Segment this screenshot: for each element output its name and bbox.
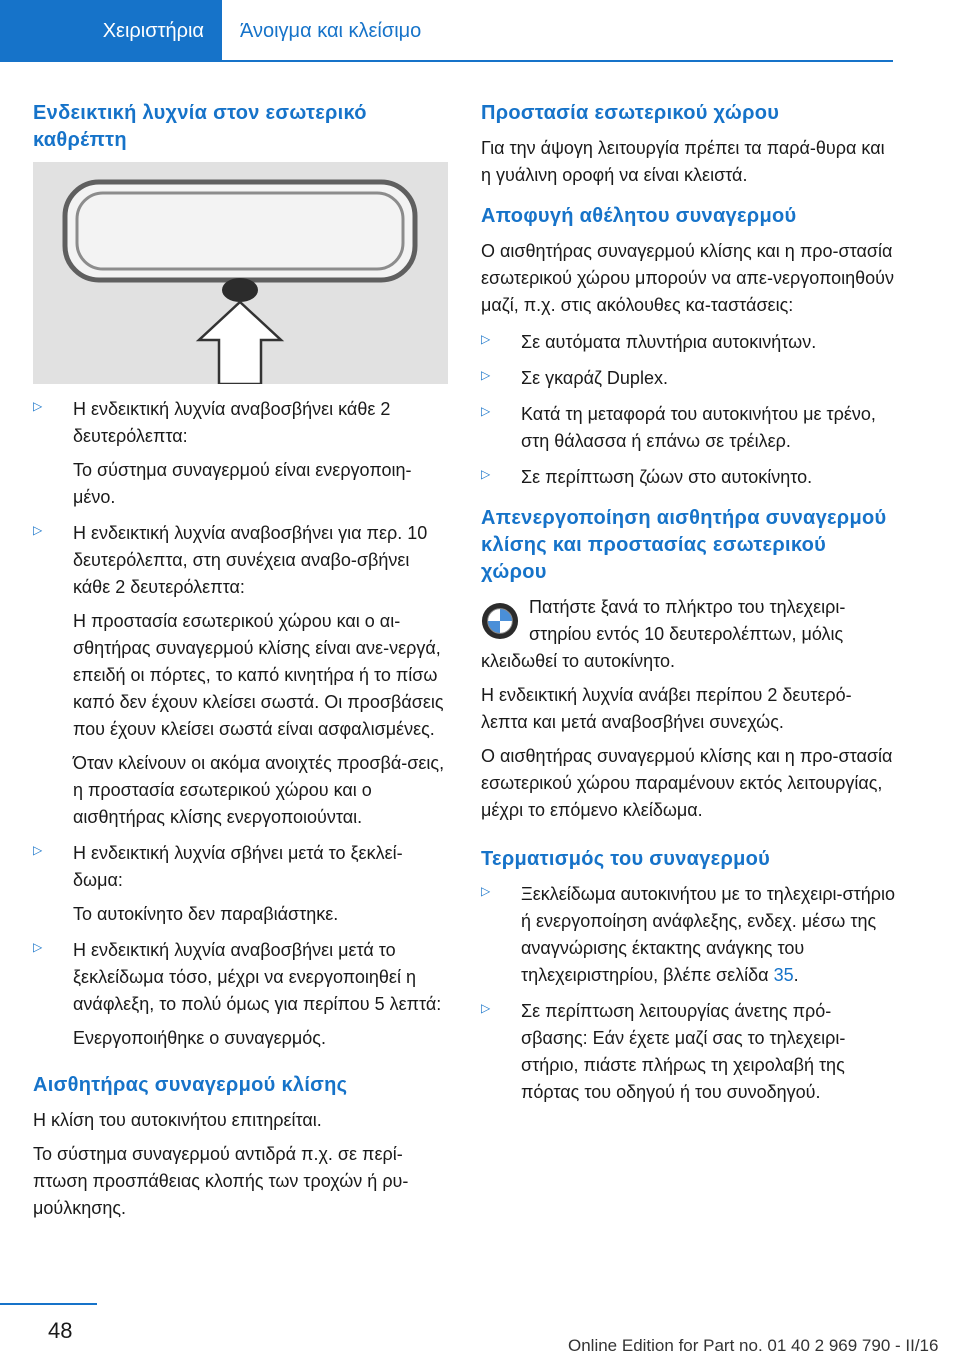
header-rule	[222, 60, 893, 62]
triangle-bullet-icon: ▷	[33, 399, 43, 413]
footer-rule	[0, 1303, 97, 1305]
heading-deactivate-sensors: Απενεργοποίηση αισθητήρα συναγερμού κλίσης και προστασίας εσωτερικού χώρου	[481, 507, 887, 583]
triangle-bullet-icon: ▷	[481, 404, 491, 418]
triangle-bullet-icon: ▷	[33, 940, 43, 954]
chapter-tab[interactable]: Χειριστήρια	[0, 0, 222, 62]
page-header	[0, 0, 893, 62]
situations-list	[481, 329, 896, 491]
remote-key-paragraph: Πατήστε ξανά το πλήκτρο του τηλεχειρι-στηρίου εντός 10 δευτερολέπτων, μόλις κλειδωθεί το αυτοκίνητο.	[481, 597, 846, 671]
heading-mirror-indicator: Ενδεικτική λυχνία στον εσωτερικό καθρέπτη	[33, 102, 367, 151]
triangle-bullet-icon: ▷	[33, 843, 43, 857]
triangle-bullet-icon: ▷	[481, 884, 491, 898]
triangle-bullet-icon: ▷	[481, 368, 491, 382]
right-column	[481, 100, 896, 1115]
list-item: ▷ Σε αυτόματα πλυντήρια αυτοκινήτων.	[481, 332, 817, 352]
list-item: ▷ Η ενδεικτική λυχνία αναβοσβήνει μετά το ξεκλείδωμα τόσο, μέχρι να ενεργοποιηθεί η ανάφλεξη, το πολύ όμως για περίπου 5 λεπτά: Ενεργοποιήθηκε ο συναγερμός.	[33, 940, 442, 1048]
list-item: ▷ Σε περίπτωση λειτουργίας άνετης πρό-σβασης: Εάν έχετε μαζί σας το τηλεχειρι-στήριο, πιάστε πλήρως τη χειρολαβή της πόρτας του οδηγού ή του συνοδηγού.	[481, 1001, 846, 1102]
indicator-list	[33, 396, 448, 1052]
list-item: ▷ Ξεκλείδωμα αυτοκινήτου με το τηλεχειρι-στήριο ή ενεργοποίηση ανάφλεξης, ενδεχ. μέσω της αναγνώρισης έκτακτης ανάγκης του τηλεχειριστηρίου, βλέπε σελίδα 35.	[481, 884, 896, 985]
paragraph: Για την άψογη λειτουργία πρέπει τα παρά-θυρα και η γυάλινη οροφή να είναι κλειστά.	[481, 138, 885, 185]
list-item: ▷ Η ενδεικτική λυχνία αναβοσβήνει για περ. 10 δευτερόλεπτα, στη συνέχεια αναβο-σβήνει κάθε 2 δευτερόλεπτα: Η προστασία εσωτερικού χώρου και ο αι-σθητήρας συναγερμού κλίσης είναι ανε-νεργά, επειδή οι πόρτες, το καπό κινητήρα ή το πίσω καπό δεν έχουν κλείσει σωστά. Οι προσβάσεις που έχουν κλείσει σωστά είναι ασφαλισμένες. Όταν κλείνουν οι ακόμα ανοιχτές προσβά-σεις, η προστασία εσωτερικού χώρου και ο αισθητήρας κλίσης ενεργοποιούνται.	[33, 523, 445, 827]
heading-stop-alarm: Τερματισμός του συναγερμού	[481, 848, 771, 870]
left-column	[33, 100, 448, 1229]
page-number: 48	[48, 1318, 73, 1343]
heading-interior-protection: Προστασία εσωτερικού χώρου	[481, 102, 780, 124]
triangle-bullet-icon: ▷	[481, 467, 491, 481]
bmw-logo-icon	[481, 602, 519, 640]
list-item: ▷ Σε περίπτωση ζώων στο αυτοκίνητο.	[481, 467, 813, 487]
list-item: ▷ Η ενδεικτική λυχνία σβήνει μετά το ξεκλεί-δωμα: Το αυτοκίνητο δεν παραβιάστηκε.	[33, 843, 403, 924]
heading-tilt-sensor: Αισθητήρας συναγερμού κλίσης	[33, 1074, 348, 1096]
heading-avoid-false-alarm: Αποφυγή αθέλητου συναγερμού	[481, 205, 797, 227]
edition-text: Online Edition for Part no. 01 40 2 969 790 - II/16	[568, 1336, 939, 1355]
triangle-bullet-icon: ▷	[481, 1001, 491, 1015]
triangle-bullet-icon: ▷	[481, 332, 491, 346]
list-item: ▷ Σε γκαράζ Duplex.	[481, 368, 668, 388]
list-item: ▷ Η ενδεικτική λυχνία αναβοσβήνει κάθε 2 δευτερόλεπτα: Το σύστημα συναγερμού είναι ενεργοποιη-μένο.	[33, 399, 412, 507]
paragraph: Ο αισθητήρας συναγερμού κλίσης και η προ-στασία εσωτερικού χώρου παραμένουν εκτός λειτουργίας, μέχρι το επόμενο κλείδωμα.	[481, 746, 893, 820]
paragraph: Η κλίση του αυτοκινήτου επιτηρείται.	[33, 1110, 322, 1130]
paragraph: Ο αισθητήρας συναγερμού κλίσης και η προ-στασία εσωτερικού χώρου μπορούν να απε-νεργοποιηθούν μαζί, π.χ. στις ακόλουθες κα-ταστάσεις:	[481, 241, 895, 315]
paragraph: Το σύστημα συναγερμού αντιδρά π.χ. σε περί-πτωση προσπάθειας κλοπής των τροχών ή ρυ-μούλκησης.	[33, 1144, 409, 1218]
list-item: ▷ Κατά τη μεταφορά του αυτοκινήτου με τρένο, στη θάλασσα ή επάνω σε τρέιλερ.	[481, 404, 876, 451]
paragraph: Η ενδεικτική λυχνία ανάβει περίπου 2 δευτερό-λεπτα και μετά αναβοσβήνει συνεχώς.	[481, 685, 852, 732]
triangle-bullet-icon: ▷	[33, 523, 43, 537]
rearview-mirror-image	[33, 162, 448, 384]
section-tab[interactable]: Άνοιγμα και κλείσιμο	[240, 19, 422, 42]
page-link[interactable]: 35	[773, 965, 794, 985]
stop-alarm-list	[481, 881, 896, 1106]
mirror-figure	[33, 162, 448, 384]
